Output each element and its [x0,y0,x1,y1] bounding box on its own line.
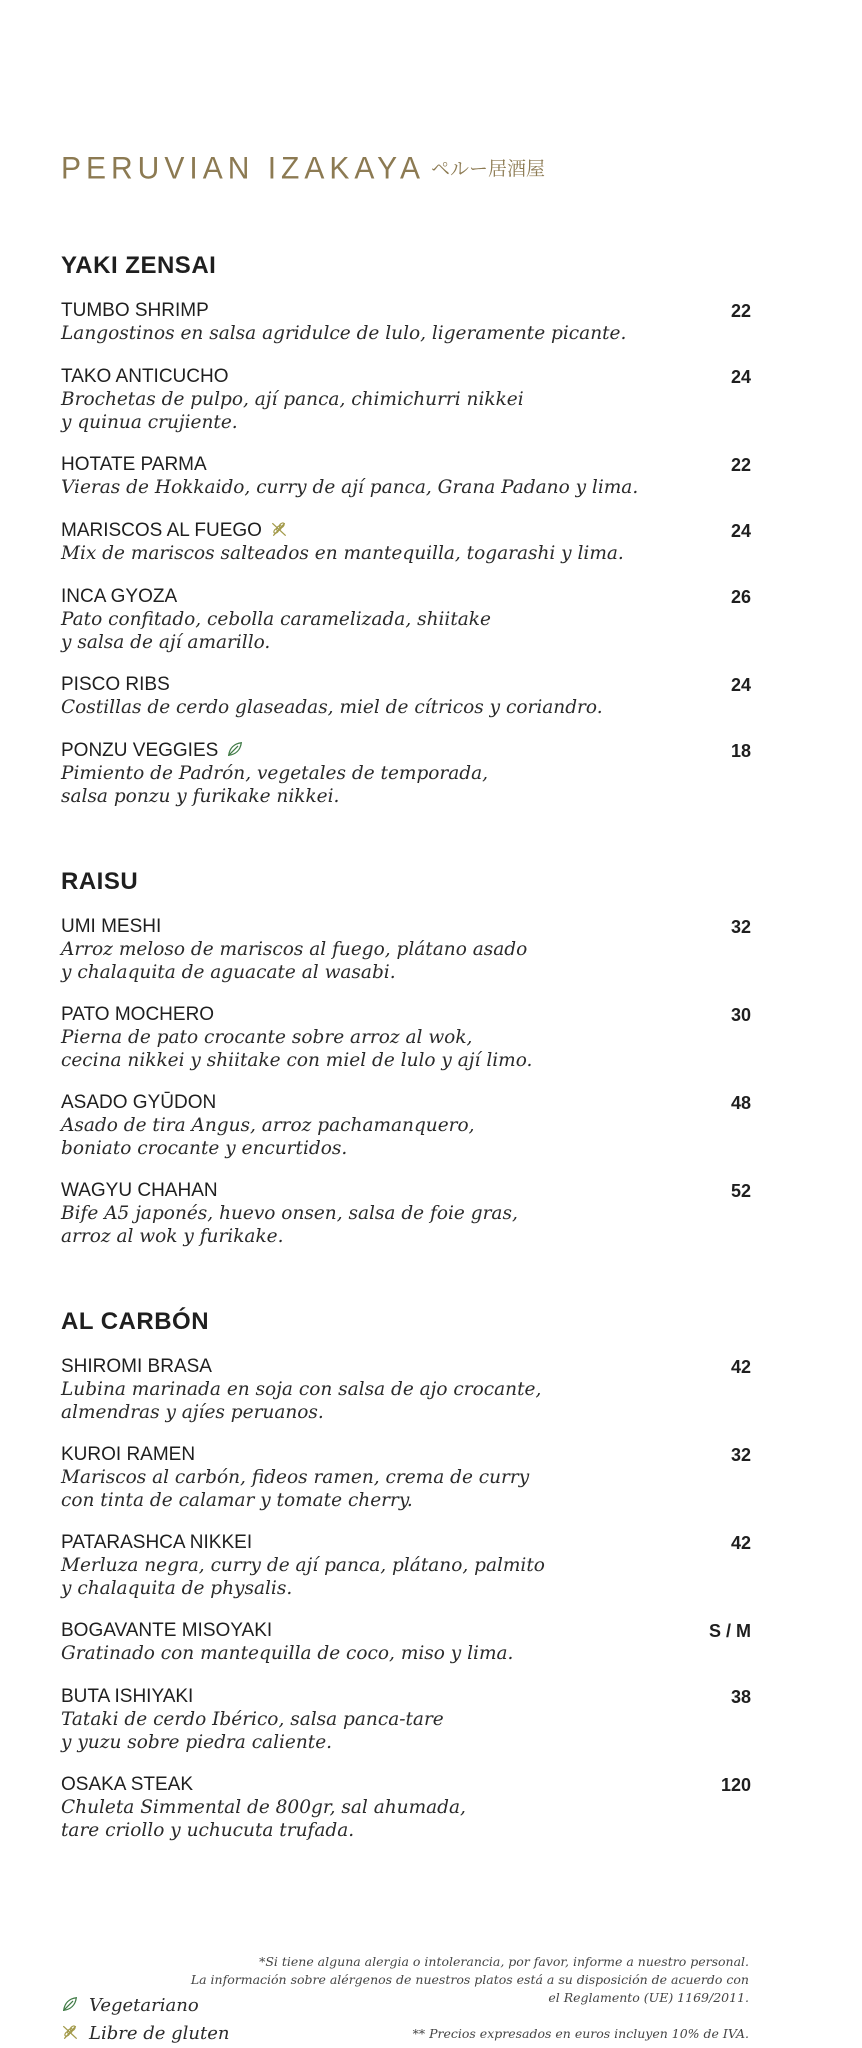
legend-gluten-free [61,2020,229,2048]
item-price: 22 [730,301,751,321]
item-name: WAGYU CHAHAN [61,1180,218,1201]
item-name: BUTA ISHIYAKI [61,1686,194,1707]
gluten-free-icon [61,2023,79,2041]
item-description: Mix de mariscos salteados en mantequilla, togarashi y lima. [61,543,624,564]
menu-header [61,152,545,186]
item-description: Pierna de pato crocante sobre arroz al wok, cecina nikkei y shiitake con miel de lulo y ají limo. [61,1027,533,1071]
item-price: 32 [730,917,751,937]
item-price: 24 [730,521,751,541]
vegetarian-leaf-icon [226,740,244,758]
item-price: 24 [730,367,751,387]
legend-vegetarian [61,1992,229,2020]
item-name-row [61,520,751,542]
item-price: S / M [708,1621,751,1641]
item-price: 42 [730,1533,751,1553]
menu-item [61,1004,751,1072]
menu-item [61,1532,751,1600]
item-price: 30 [730,1005,751,1025]
menu-item [61,1180,751,1248]
menu-item [61,1356,751,1424]
item-price: 18 [730,741,751,761]
gluten-free-icon [270,520,288,538]
menu-item [61,300,751,345]
section-title-al-carbon: AL CARBÓN [61,1308,210,1335]
menu-item [61,1686,751,1754]
item-price: 38 [730,1687,751,1707]
legend-label: Libre de gluten [89,2023,230,2044]
menu-item [61,916,751,984]
allergen-footnote [189,1953,749,2043]
item-name-row [61,740,751,762]
menu-item [61,1444,751,1512]
allergy-note-line: La información sobre alérgenos de nuestros platos está a su disposición de acuerdo con [190,1972,749,1987]
item-description: Pato confitado, cebolla caramelizada, shiitake y salsa de ají amarillo. [61,609,491,653]
menu-item [61,1774,751,1842]
item-name: HOTATE PARMA [61,454,207,475]
item-name: TUMBO SHRIMP [61,300,209,321]
tax-note: ** Precios expresados en euros incluyen 10% de IVA. [412,2026,749,2041]
menu-item [61,366,751,434]
icon-legend [61,1992,229,2048]
item-name: MARISCOS AL FUEGO [61,520,262,541]
item-price: 48 [730,1093,751,1113]
item-name: UMI MESHI [61,916,162,937]
allergy-note-line: el Reglamento (UE) 1169/2011. [548,1990,749,2005]
item-description: Pimiento de Padrón, vegetales de temporada, salsa ponzu y furikake nikkei. [61,763,489,807]
item-description: Costillas de cerdo glaseadas, miel de cítricos y coriandro. [61,697,603,718]
menu-item [61,740,751,808]
allergy-note-line: *Si tiene alguna alergia o intolerancia, por favor, informe a nuestro personal. [259,1954,749,1969]
brand-title: PERUVIAN IZAKAYA [61,151,425,186]
item-price: 52 [730,1181,751,1201]
item-description: Merluza negra, curry de ají panca, plátano, palmito y chalaquita de physalis. [61,1555,545,1599]
menu-item [61,454,751,499]
menu-item [61,520,751,565]
item-description: Asado de tira Angus, arroz pachamanquero, boniato crocante y encurtidos. [61,1115,475,1159]
item-price: 120 [720,1775,751,1795]
item-name: PATO MOCHERO [61,1004,215,1025]
item-name: PISCO RIBS [61,674,170,695]
menu-item [61,586,751,654]
item-price: 22 [730,455,751,475]
item-name: KUROI RAMEN [61,1444,196,1465]
item-description: Arroz meloso de mariscos al fuego, plátano asado y chalaquita de aguacate al wasabi. [61,939,528,983]
item-description: Mariscos al carbón, fideos ramen, crema de curry con tinta de calamar y tomate cherry. [61,1467,530,1511]
section-title-raisu: RAISU [61,868,139,895]
item-name: OSAKA STEAK [61,1774,193,1795]
item-description: Gratinado con mantequilla de coco, miso y lima. [61,1643,514,1664]
menu-item [61,1092,751,1160]
item-price: 32 [730,1445,751,1465]
brand-title-japanese: ペルー居酒屋 [430,159,545,180]
item-name: BOGAVANTE MISOYAKI [61,1620,273,1641]
menu-item [61,674,751,719]
vegetarian-leaf-icon [61,1995,79,2013]
item-name: TAKO ANTICUCHO [61,366,229,387]
item-description: Bife A5 japonés, huevo onsen, salsa de foie gras, arroz al wok y furikake. [61,1203,518,1247]
item-description: Langostinos en salsa agridulce de lulo, ligeramente picante. [61,323,627,344]
item-name: INCA GYOZA [61,586,178,607]
item-name: PATARASHCA NIKKEI [61,1532,253,1553]
legend-label: Vegetariano [89,1995,199,2016]
item-description: Vieras de Hokkaido, curry de ají panca, Grana Padano y lima. [61,477,639,498]
section-title-yaki-zensai: YAKI ZENSAI [61,252,217,279]
item-name: ASADO GYŪDON [61,1092,217,1113]
item-price: 24 [730,675,751,695]
item-description: Chuleta Simmental de 800gr, sal ahumada, tare criollo y uchucuta trufada. [61,1797,466,1841]
menu-item [61,1620,751,1665]
item-description: Tataki de cerdo Ibérico, salsa panca-tare y yuzu sobre piedra caliente. [61,1709,444,1753]
item-price: 42 [730,1357,751,1377]
item-description: Lubina marinada en soja con salsa de ajo crocante, almendras y ajíes peruanos. [61,1379,542,1423]
item-description: Brochetas de pulpo, ají panca, chimichurri nikkei y quinua crujiente. [61,389,524,433]
item-price: 26 [730,587,751,607]
item-name: PONZU VEGGIES [61,740,219,761]
item-name: SHIROMI BRASA [61,1356,212,1377]
